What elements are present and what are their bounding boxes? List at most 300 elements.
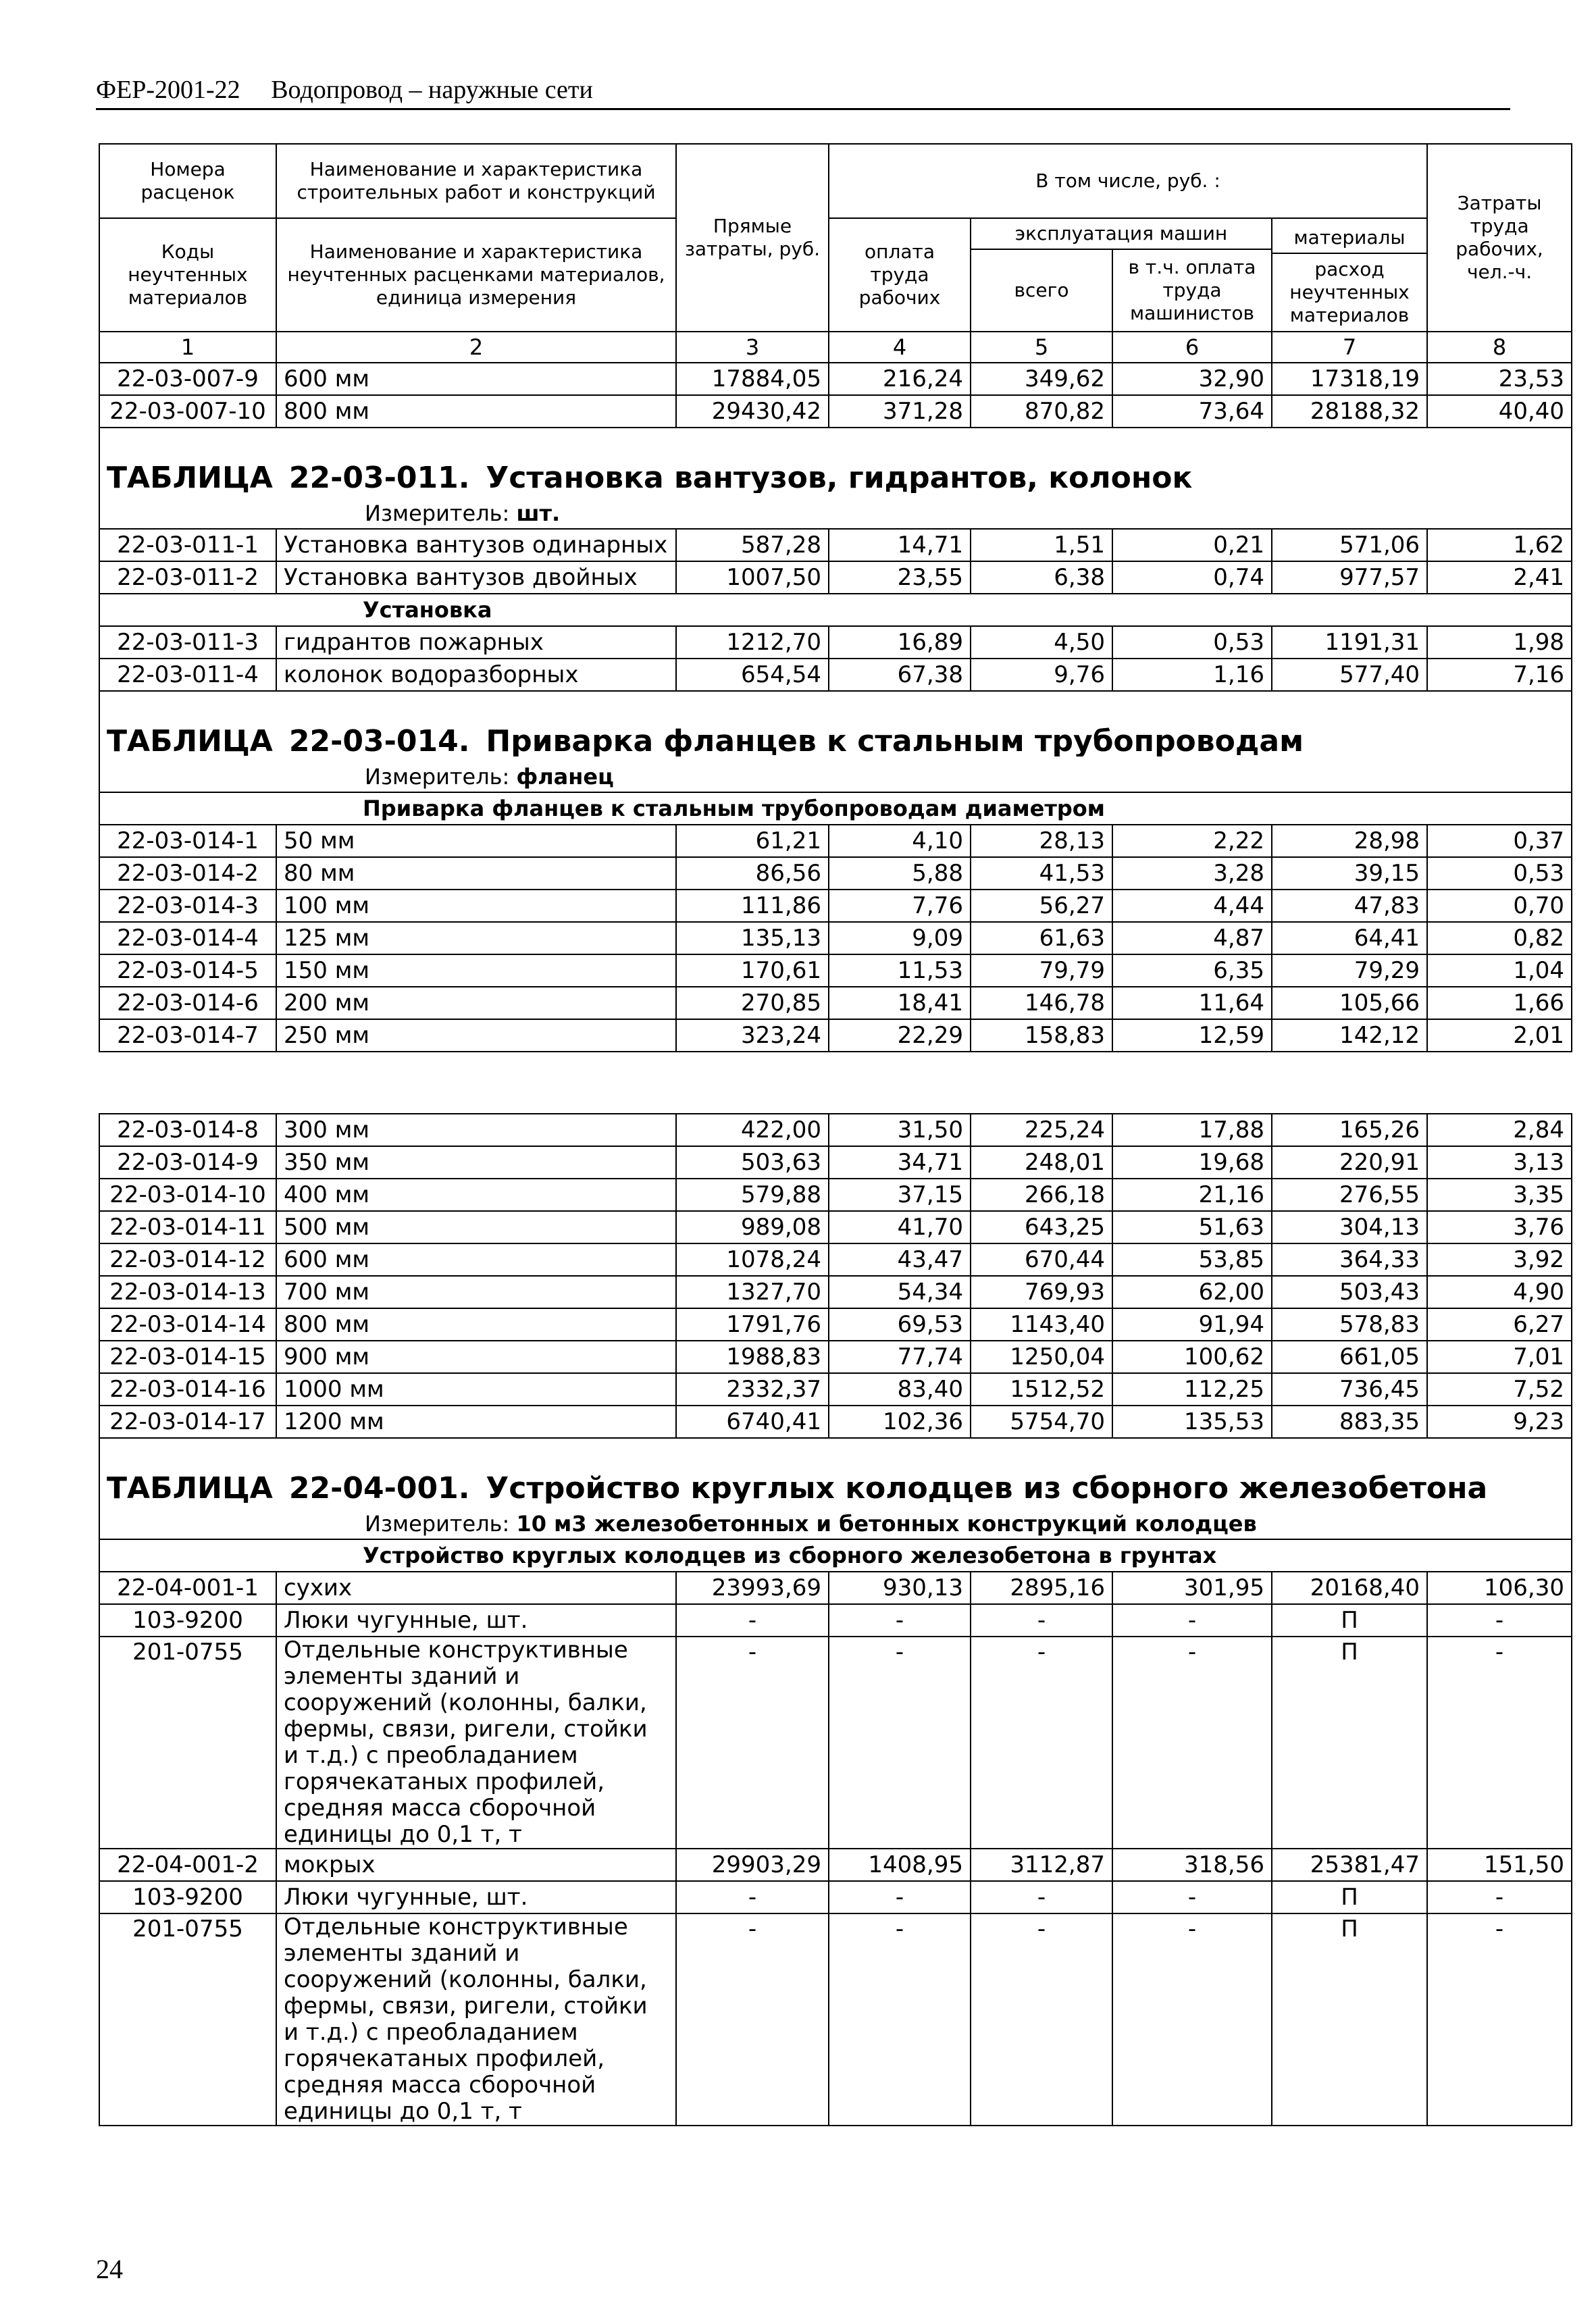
direct-costs: 86,56 [676,857,829,890]
direct-costs: 23993,69 [676,1572,829,1604]
work-name: 800 мм [276,395,676,428]
labor-pay: 67,38 [829,659,971,691]
rate-code: 22-03-011-3 [99,626,276,659]
col-head-materials-unaccounted [1272,218,1427,332]
table-row [99,529,1572,561]
work-name: 600 мм [276,363,676,395]
col-head-including: В том числе, руб. : [829,144,1427,218]
labor-pay: 41,70 [829,1211,971,1243]
direct-costs: 1791,76 [676,1308,829,1341]
table-row [99,1146,1572,1179]
table-row [99,1913,1572,2126]
work-name: Отдельные конструктивные элементы зданий и сооружений (колонны, балки, фермы, связи, ригели, стойки и т.д.) с преобладанием горячекатаных профилей, средняя масса сборочной единицы до 0,1 т, т [276,1913,676,2126]
labor-hours: 151,50 [1427,1849,1572,1881]
machinists-pay: 100,62 [1112,1341,1272,1373]
table-row [99,1572,1572,1604]
table-row [99,1243,1572,1276]
materials: 28188,32 [1272,395,1427,428]
work-name: 700 мм [276,1276,676,1308]
direct-costs: 323,24 [676,1019,829,1052]
labor-pay: 930,13 [829,1572,971,1604]
machinists-pay: 12,59 [1112,1019,1272,1052]
materials: 47,83 [1272,890,1427,922]
materials: 736,45 [1272,1373,1427,1406]
labor-pay: 83,40 [829,1373,971,1406]
labor-pay: 4,10 [829,825,971,857]
rate-code: 22-03-014-7 [99,1019,276,1052]
labor-hours: - [1427,1637,1572,1849]
table-row [99,1211,1572,1243]
rate-code: 22-03-014-15 [99,1341,276,1373]
table-row [99,922,1572,954]
labor-pay: 37,15 [829,1179,971,1211]
machinists-pay: - [1112,1913,1272,2126]
col-head-mach-operators: в т.ч. оплата труда машинистов [1112,249,1272,332]
machines-total: 56,27 [971,890,1112,922]
materials: 571,06 [1272,529,1427,561]
materials: П [1272,1637,1427,1849]
machinists-pay: 4,44 [1112,890,1272,922]
machinists-pay: 32,90 [1112,363,1272,395]
labor-hours: 3,76 [1427,1211,1572,1243]
table-row [99,1373,1572,1406]
rate-code: 22-03-014-3 [99,890,276,922]
materials: 17318,19 [1272,363,1427,395]
col-head-rate-numbers: Номера расценок [99,144,276,218]
materials: 661,05 [1272,1341,1427,1373]
machines-total: 349,62 [971,363,1112,395]
measure-unit [99,1503,1572,1539]
subheading: Установка [276,594,1572,626]
materials: 64,41 [1272,922,1427,954]
rate-code: 22-03-011-2 [99,561,276,594]
measure-value: фланец [516,764,614,790]
machines-total: 1,51 [971,529,1112,561]
machinists-pay: 135,53 [1112,1406,1272,1438]
labor-pay: 16,89 [829,626,971,659]
machines-total: 3112,87 [971,1849,1112,1881]
labor-pay: - [829,1881,971,1913]
direct-costs: 29903,29 [676,1849,829,1881]
table-row [99,987,1572,1019]
machinists-pay: 51,63 [1112,1211,1272,1243]
rate-code: 22-03-014-1 [99,825,276,857]
materials: 364,33 [1272,1243,1427,1276]
table-row [99,1341,1572,1373]
machines-total: 266,18 [971,1179,1112,1211]
machinists-pay: 62,00 [1112,1276,1272,1308]
materials: 883,35 [1272,1406,1427,1438]
page-number: 24 [96,2254,123,2284]
materials: 1191,31 [1272,626,1427,659]
machinists-pay: 53,85 [1112,1243,1272,1276]
labor-hours: 3,13 [1427,1146,1572,1179]
work-name: Установка вантузов двойных [276,561,676,594]
table-row [99,659,1572,691]
table-title-row [99,428,1572,493]
direct-costs: 587,28 [676,529,829,561]
subheading-row [99,792,1572,825]
machines-total: 79,79 [971,954,1112,987]
work-name: Люки чугунные, шт. [276,1881,676,1913]
work-name: 250 мм [276,1019,676,1052]
column-numbers-row [99,332,1572,363]
work-name: колонок водоразборных [276,659,676,691]
rate-code: 22-03-014-9 [99,1146,276,1179]
direct-costs: 170,61 [676,954,829,987]
machinists-pay: 73,64 [1112,395,1272,428]
machines-total: 5754,70 [971,1406,1112,1438]
subheading-row [99,594,1572,626]
machines-total: 870,82 [971,395,1112,428]
direct-costs: 989,08 [676,1211,829,1243]
work-name: 800 мм [276,1308,676,1341]
direct-costs: - [676,1604,829,1637]
work-name: 125 мм [276,922,676,954]
col-num: 3 [676,332,829,363]
price-table-main [99,143,1572,1052]
labor-pay: 9,09 [829,922,971,954]
work-name: 350 мм [276,1146,676,1179]
machinists-pay: 0,21 [1112,529,1272,561]
work-name: 400 мм [276,1179,676,1211]
col-head-labor-costs: Затраты труда рабочих, чел.-ч. [1427,144,1572,332]
machines-total: 769,93 [971,1276,1112,1308]
work-name: гидрантов пожарных [276,626,676,659]
rate-code: 22-04-001-1 [99,1572,276,1604]
rate-code: 22-03-011-1 [99,529,276,561]
machines-total: 61,63 [971,922,1112,954]
materials: 79,29 [1272,954,1427,987]
col-head-material-codes: Коды неучтенных материалов [99,218,276,332]
materials: П [1272,1881,1427,1913]
rate-code: 22-03-014-6 [99,987,276,1019]
labor-pay: 23,55 [829,561,971,594]
measure-unit [99,756,1572,792]
machinists-pay: 91,94 [1112,1308,1272,1341]
machinists-pay: - [1112,1881,1272,1913]
rate-code: 22-04-001-2 [99,1849,276,1881]
labor-hours: 1,04 [1427,954,1572,987]
blank-cell [99,792,276,825]
machinists-pay: 19,68 [1112,1146,1272,1179]
labor-hours: 6,27 [1427,1308,1572,1341]
labor-hours: - [1427,1913,1572,2126]
rate-code: 201-0755 [99,1637,276,1849]
materials: 165,26 [1272,1114,1427,1146]
measure-label: Измеритель: [365,764,510,790]
work-name: Люки чугунные, шт. [276,1604,676,1637]
col-num: 5 [971,332,1112,363]
table-row [99,1179,1572,1211]
table-row [99,954,1572,987]
rate-code: 22-03-014-17 [99,1406,276,1438]
labor-pay: - [829,1604,971,1637]
materials: 276,55 [1272,1179,1427,1211]
labor-hours: 1,62 [1427,529,1572,561]
table-title-label: ТАБЛИЦА [107,1471,273,1503]
machines-total: 1512,52 [971,1373,1112,1406]
labor-hours: 1,66 [1427,987,1572,1019]
work-name: 600 мм [276,1243,676,1276]
labor-hours: - [1427,1604,1572,1637]
col-num: 2 [276,332,676,363]
labor-pay: 102,36 [829,1406,971,1438]
labor-hours: 7,16 [1427,659,1572,691]
rate-code: 22-03-014-8 [99,1114,276,1146]
machines-total: 670,44 [971,1243,1112,1276]
table-row [99,1308,1572,1341]
direct-costs: 29430,42 [676,395,829,428]
work-name: 500 мм [276,1211,676,1243]
table-title-code: 22-04-001. [288,1471,470,1503]
machines-total: 2895,16 [971,1572,1112,1604]
direct-costs: 503,63 [676,1146,829,1179]
machines-total: 248,01 [971,1146,1112,1179]
machines-total: 1143,40 [971,1308,1112,1341]
table-row [99,1849,1572,1881]
work-name: Установка вантузов одинарных [276,529,676,561]
direct-costs: 422,00 [676,1114,829,1146]
rate-code: 22-03-014-16 [99,1373,276,1406]
col-head-material-name: Наименование и характеристика неучтенных расценками материалов, единица измерения [276,218,676,332]
table-row [99,857,1572,890]
rate-code: 22-03-014-12 [99,1243,276,1276]
rate-code: 22-03-014-14 [99,1308,276,1341]
direct-costs: 1007,50 [676,561,829,594]
measure-value: шт. [516,500,561,526]
work-name: 1000 мм [276,1373,676,1406]
table-row [99,395,1572,428]
blank-cell [99,594,276,626]
labor-pay: 216,24 [829,363,971,395]
col-num: 8 [1427,332,1572,363]
machinists-pay: - [1112,1637,1272,1849]
machines-total: 28,13 [971,825,1112,857]
machinists-pay: 21,16 [1112,1179,1272,1211]
machinists-pay: 6,35 [1112,954,1272,987]
rate-code: 22-03-014-13 [99,1276,276,1308]
materials: 503,43 [1272,1276,1427,1308]
materials: 25381,47 [1272,1849,1427,1881]
materials: 977,57 [1272,561,1427,594]
work-name: мокрых [276,1849,676,1881]
table-title-title: Установка вантузов, гидрантов, колонок [486,461,1193,493]
table-row [99,1604,1572,1637]
col-head-mat-unaccounted: расход неучтенных материалов [1289,258,1410,326]
machines-total: 1250,04 [971,1341,1112,1373]
subheading: Приварка фланцев к стальным трубопроводам диаметром [276,792,1572,825]
rate-code: 22-03-014-2 [99,857,276,890]
direct-costs: 270,85 [676,987,829,1019]
labor-hours: 7,52 [1427,1373,1572,1406]
running-header [96,73,1510,110]
table-row [99,561,1572,594]
rate-code: 103-9200 [99,1604,276,1637]
direct-costs: 1327,70 [676,1276,829,1308]
labor-hours: 0,70 [1427,890,1572,922]
machines-total: 9,76 [971,659,1112,691]
measure-label: Измеритель: [365,500,510,526]
rate-code: 103-9200 [99,1881,276,1913]
labor-pay: 69,53 [829,1308,971,1341]
subheading-row [99,1539,1572,1572]
materials: 105,66 [1272,987,1427,1019]
col-head-direct-costs: Прямые затраты, руб. [676,144,829,332]
rate-code: 22-03-007-9 [99,363,276,395]
machinists-pay: 4,87 [1112,922,1272,954]
materials: 577,40 [1272,659,1427,691]
price-table-continued [99,1113,1572,2126]
machines-total: 41,53 [971,857,1112,890]
labor-pay: 371,28 [829,395,971,428]
work-name: 300 мм [276,1114,676,1146]
direct-costs: 579,88 [676,1179,829,1211]
table-row [99,1881,1572,1913]
machinists-pay: 318,56 [1112,1849,1272,1881]
col-num: 6 [1112,332,1272,363]
labor-hours: 7,01 [1427,1341,1572,1373]
col-head-work-name: Наименование и характеристика строительных работ и конструкций [276,144,676,218]
materials: П [1272,1913,1427,2126]
direct-costs: 17884,05 [676,363,829,395]
col-head-mach-total: всего [971,249,1112,332]
machinists-pay: 17,88 [1112,1114,1272,1146]
labor-pay: 43,47 [829,1243,971,1276]
table-title-title: Приварка фланцев к стальным трубопроводам [486,724,1304,756]
direct-costs: 1988,83 [676,1341,829,1373]
machinists-pay: 0,53 [1112,626,1272,659]
materials: 142,12 [1272,1019,1427,1052]
machines-total: - [971,1881,1112,1913]
header-code: ФЕР-2001-22 [96,76,240,104]
labor-hours: 40,40 [1427,395,1572,428]
work-name: 200 мм [276,987,676,1019]
machines-total: 158,83 [971,1019,1112,1052]
col-head-materials: материалы [1272,223,1426,254]
materials: П [1272,1604,1427,1637]
work-name: 80 мм [276,857,676,890]
work-name: 1200 мм [276,1406,676,1438]
work-name: сухих [276,1572,676,1604]
machines-total: 146,78 [971,987,1112,1019]
rate-code: 22-03-014-5 [99,954,276,987]
labor-pay: 14,71 [829,529,971,561]
labor-hours: 0,82 [1427,922,1572,954]
labor-hours: 1,98 [1427,626,1572,659]
table-row [99,1637,1572,1849]
blank-cell [99,1539,276,1572]
direct-costs: 6740,41 [676,1406,829,1438]
labor-pay: - [829,1637,971,1849]
labor-pay: 54,34 [829,1276,971,1308]
work-name: 100 мм [276,890,676,922]
materials: 304,13 [1272,1211,1427,1243]
table-title-row [99,691,1572,756]
machines-total: - [971,1637,1112,1849]
measure-row [99,493,1572,529]
direct-costs: 111,86 [676,890,829,922]
machines-total: 4,50 [971,626,1112,659]
header-title: Водопровод – наружные сети [271,76,593,104]
materials: 28,98 [1272,825,1427,857]
rate-code: 22-03-014-11 [99,1211,276,1243]
machinists-pay: 0,74 [1112,561,1272,594]
table-row [99,1406,1572,1438]
table-row [99,825,1572,857]
labor-hours: 2,01 [1427,1019,1572,1052]
labor-hours: 0,37 [1427,825,1572,857]
direct-costs: 135,13 [676,922,829,954]
work-name: 900 мм [276,1341,676,1373]
rate-code: 22-03-014-4 [99,922,276,954]
machinists-pay: 2,22 [1112,825,1272,857]
machines-total: 225,24 [971,1114,1112,1146]
rate-code: 22-03-011-4 [99,659,276,691]
measure-row [99,1503,1572,1539]
materials: 578,83 [1272,1308,1427,1341]
materials: 220,91 [1272,1146,1427,1179]
labor-hours: 9,23 [1427,1406,1572,1438]
labor-pay: 18,41 [829,987,971,1019]
table-row [99,1019,1572,1052]
labor-hours: 0,53 [1427,857,1572,890]
table-title-code: 22-03-014. [288,724,470,756]
table-row [99,626,1572,659]
labor-pay: 34,71 [829,1146,971,1179]
col-num: 4 [829,332,971,363]
table-row [99,1114,1572,1146]
labor-pay: 11,53 [829,954,971,987]
labor-pay: 77,74 [829,1341,971,1373]
labor-pay: - [829,1913,971,2126]
labor-pay: 7,76 [829,890,971,922]
measure-unit [99,493,1572,529]
labor-hours: 3,35 [1427,1179,1572,1211]
machines-total: - [971,1913,1112,2126]
table-title-label: ТАБЛИЦА [107,461,273,493]
subheading: Устройство круглых колодцев из сборного железобетона в грунтах [276,1539,1572,1572]
labor-hours: 3,92 [1427,1243,1572,1276]
direct-costs: 2332,37 [676,1373,829,1406]
direct-costs: 1078,24 [676,1243,829,1276]
labor-hours: 2,41 [1427,561,1572,594]
col-head-labor-pay: оплата труда рабочих [829,218,971,332]
table-title [99,1438,1572,1503]
direct-costs: 1212,70 [676,626,829,659]
rate-code: 201-0755 [99,1913,276,2126]
table-title-code: 22-03-011. [288,461,470,493]
direct-costs: - [676,1913,829,2126]
labor-hours: 106,30 [1427,1572,1572,1604]
labor-pay: 22,29 [829,1019,971,1052]
col-num: 7 [1272,332,1427,363]
materials: 20168,40 [1272,1572,1427,1604]
machinists-pay: 112,25 [1112,1373,1272,1406]
labor-pay: 1408,95 [829,1849,971,1881]
labor-hours: - [1427,1881,1572,1913]
work-name: Отдельные конструктивные элементы зданий и сооружений (колонны, балки, фермы, связи, ригели, стойки и т.д.) с преобладанием горячекатаных профилей, средняя масса сборочной единицы до 0,1 т, т [276,1637,676,1849]
machinists-pay: - [1112,1604,1272,1637]
direct-costs: 61,21 [676,825,829,857]
measure-value: 10 м3 железобетонных и бетонных конструкций колодцев [516,1511,1257,1537]
table-title [99,428,1572,493]
work-name: 150 мм [276,954,676,987]
work-name: 50 мм [276,825,676,857]
materials: 39,15 [1272,857,1427,890]
table-row [99,1276,1572,1308]
col-num: 1 [99,332,276,363]
